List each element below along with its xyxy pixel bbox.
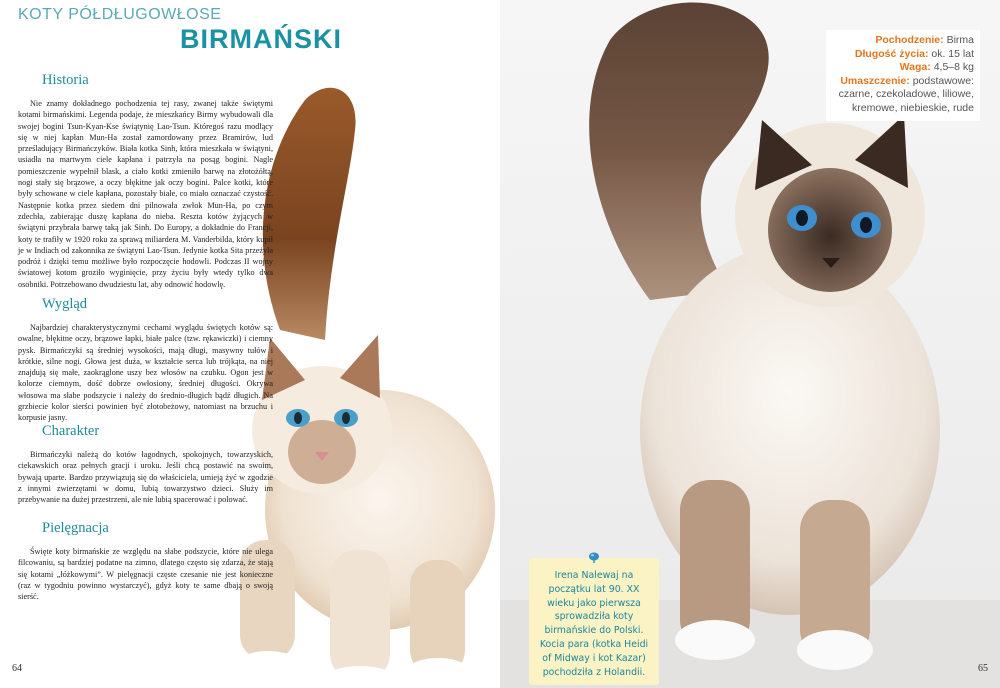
section-paragraph: Birmańczyki należą do kotów łagodnych, spokojnych, towarzyskich, ciekawskich oraz pełnych gracji i uroku. Jeśli chcą postawić na swoim, bywają uparte. Bardzo przywiązują się do właściciela, umieją żyć w zgodzie z innymi zwierzętami w domu, lubią towarzystwo dzieci. Służy im przebywanie na dużej przestrzeni, ale nie lubią spacerować i polować. (18, 450, 273, 505)
section-heading: Wygląd (42, 296, 88, 312)
breed-title: BIRMAŃSKI (180, 24, 342, 54)
breed-info-box (826, 30, 980, 121)
fact-note-text: Irena Nalewaj na początku lat 90. XX wieku jako pierwsza sprowadziła koty birmańskie do Polski. Kocia para (kotka Heidi of Midway i kot Kazar) pochodziła z Holandii. (539, 570, 649, 678)
section-paragraph: Święte koty birmańskie ze względu na słabe podszycie, które nie ulega filcowaniu, są bardziej podatne na zimno, dlatego często się zdarza, że stają się kotami „łóżkowymi”. W pielęgnacji częste czesanie nie jest konieczne (raz w tygodniu powinno wystarczyć), gdyż koty te same dbają o swoją sierść. (18, 547, 273, 602)
section-paragraph: Najbardziej charakterystycznymi cechami wyglądu świętych kotów są: owalne, błękitne oczy, brązowe łapki, białe palce (tzw. rękawiczki) i ciemny pysk. Birmańczyki są średniej wysokości, mają długi, masywny tułów i krótkie, silne nogi. Głowa jest duża, w kształcie serca lub trójkąta, na niej znajdują się małe, zaokrąglone uszy bez włosów na czubku. Ogon jest w kolorze ciemnym, dość dobrze owłosiony, średniej długości. Okrywa włosowa ma słabe podszycie i należy do średnio-długich bądź długich. Na grzbiecie kolor sierści powinien być złotobeżowy, natomiast na brzuchu i korpusie jasny. (18, 323, 273, 423)
info-weight (832, 61, 974, 75)
section-heading: Pielęgnacja (42, 520, 109, 536)
section-historia (18, 72, 273, 290)
section-pielegnacja (18, 520, 273, 602)
right-page (500, 0, 1000, 688)
info-colors-value: podstawowe: czarne, czekoladowe, liliowe, kremowe, niebieskie, rude (838, 74, 974, 114)
fact-note-box (529, 558, 659, 685)
section-heading: Charakter (42, 423, 100, 439)
pushpin-icon (588, 552, 600, 563)
page-number-left: 64 (12, 663, 22, 674)
section-charakter (18, 423, 273, 505)
info-origin-value: Birma (946, 34, 974, 46)
section-paragraph: Nie znamy dokładnego pochodzenia tej rasy, zwanej także świętymi kotami birmańskimi. Legenda podaje, że mieszkańcy Birmy wybudowali dla swojej bogini Tsun-Kyan-Kse świątynię Lao-Tsun. Któregoś razu modlący się w niej kapłan Mun-Ha został zamordowany przez Bramirów, lud prześladujący Birmańczyków. Biała kotka Sinh, która mieszkała w świątyni, usiadła na martwym ciele kapłana i patrzyła na posąg bogini. Nagle pomieszczenie wypełnił blask, a ciało kotki zmieniło barwę na złotożółtą, nogi stały się brązowe, a oczy błękitne jak oczy bogini. Palce kotki, które były schowane w ciele kapłana, pozostały białe, co miało oznaczać czystość. Następnie kotka przez siedem dni pilnowała zwłok Mun-Ha, po czym zdechła, zabierając duszę kapłana do nieba. Reszta kotów żyjących w świątyni przybrała barwę taką jak Sinh. Do Europy, a dokładnie do Francji, koty te trafiły w 1920 roku za sprawą miliardera M. Vanderbilda, który kupił je w Indiach od zakonnika ze świątyni Lao-Tsun. Jedynie kotka Sita przeżyła podróż i dzięki temu możliwe było rozpoczęcie hodowli. Podczas II wojny światowej kotom groziło wyginięcie, przy życiu były wtedy tylko dwa osobniki. Potrzebowano dwudziestu lat, aby odnowić hodowlę. (18, 99, 273, 289)
info-lifespan-label: Długość życia: (854, 47, 929, 60)
info-weight-label: Waga: (899, 61, 931, 74)
info-origin (832, 34, 974, 48)
section-heading: Historia (42, 72, 89, 88)
section-label: KOTY PÓŁDŁUGOWŁOSE (18, 6, 222, 23)
page-number-right: 65 (978, 663, 988, 674)
info-colors (832, 75, 974, 116)
section-wyglad (18, 296, 273, 424)
info-lifespan-value: ok. 15 lat (931, 47, 974, 60)
info-lifespan (832, 48, 974, 62)
info-colors-label: Umaszczenie: (840, 74, 910, 87)
info-origin-label: Pochodzenie: (875, 34, 944, 46)
info-weight-value: 4,5–8 kg (933, 61, 974, 74)
